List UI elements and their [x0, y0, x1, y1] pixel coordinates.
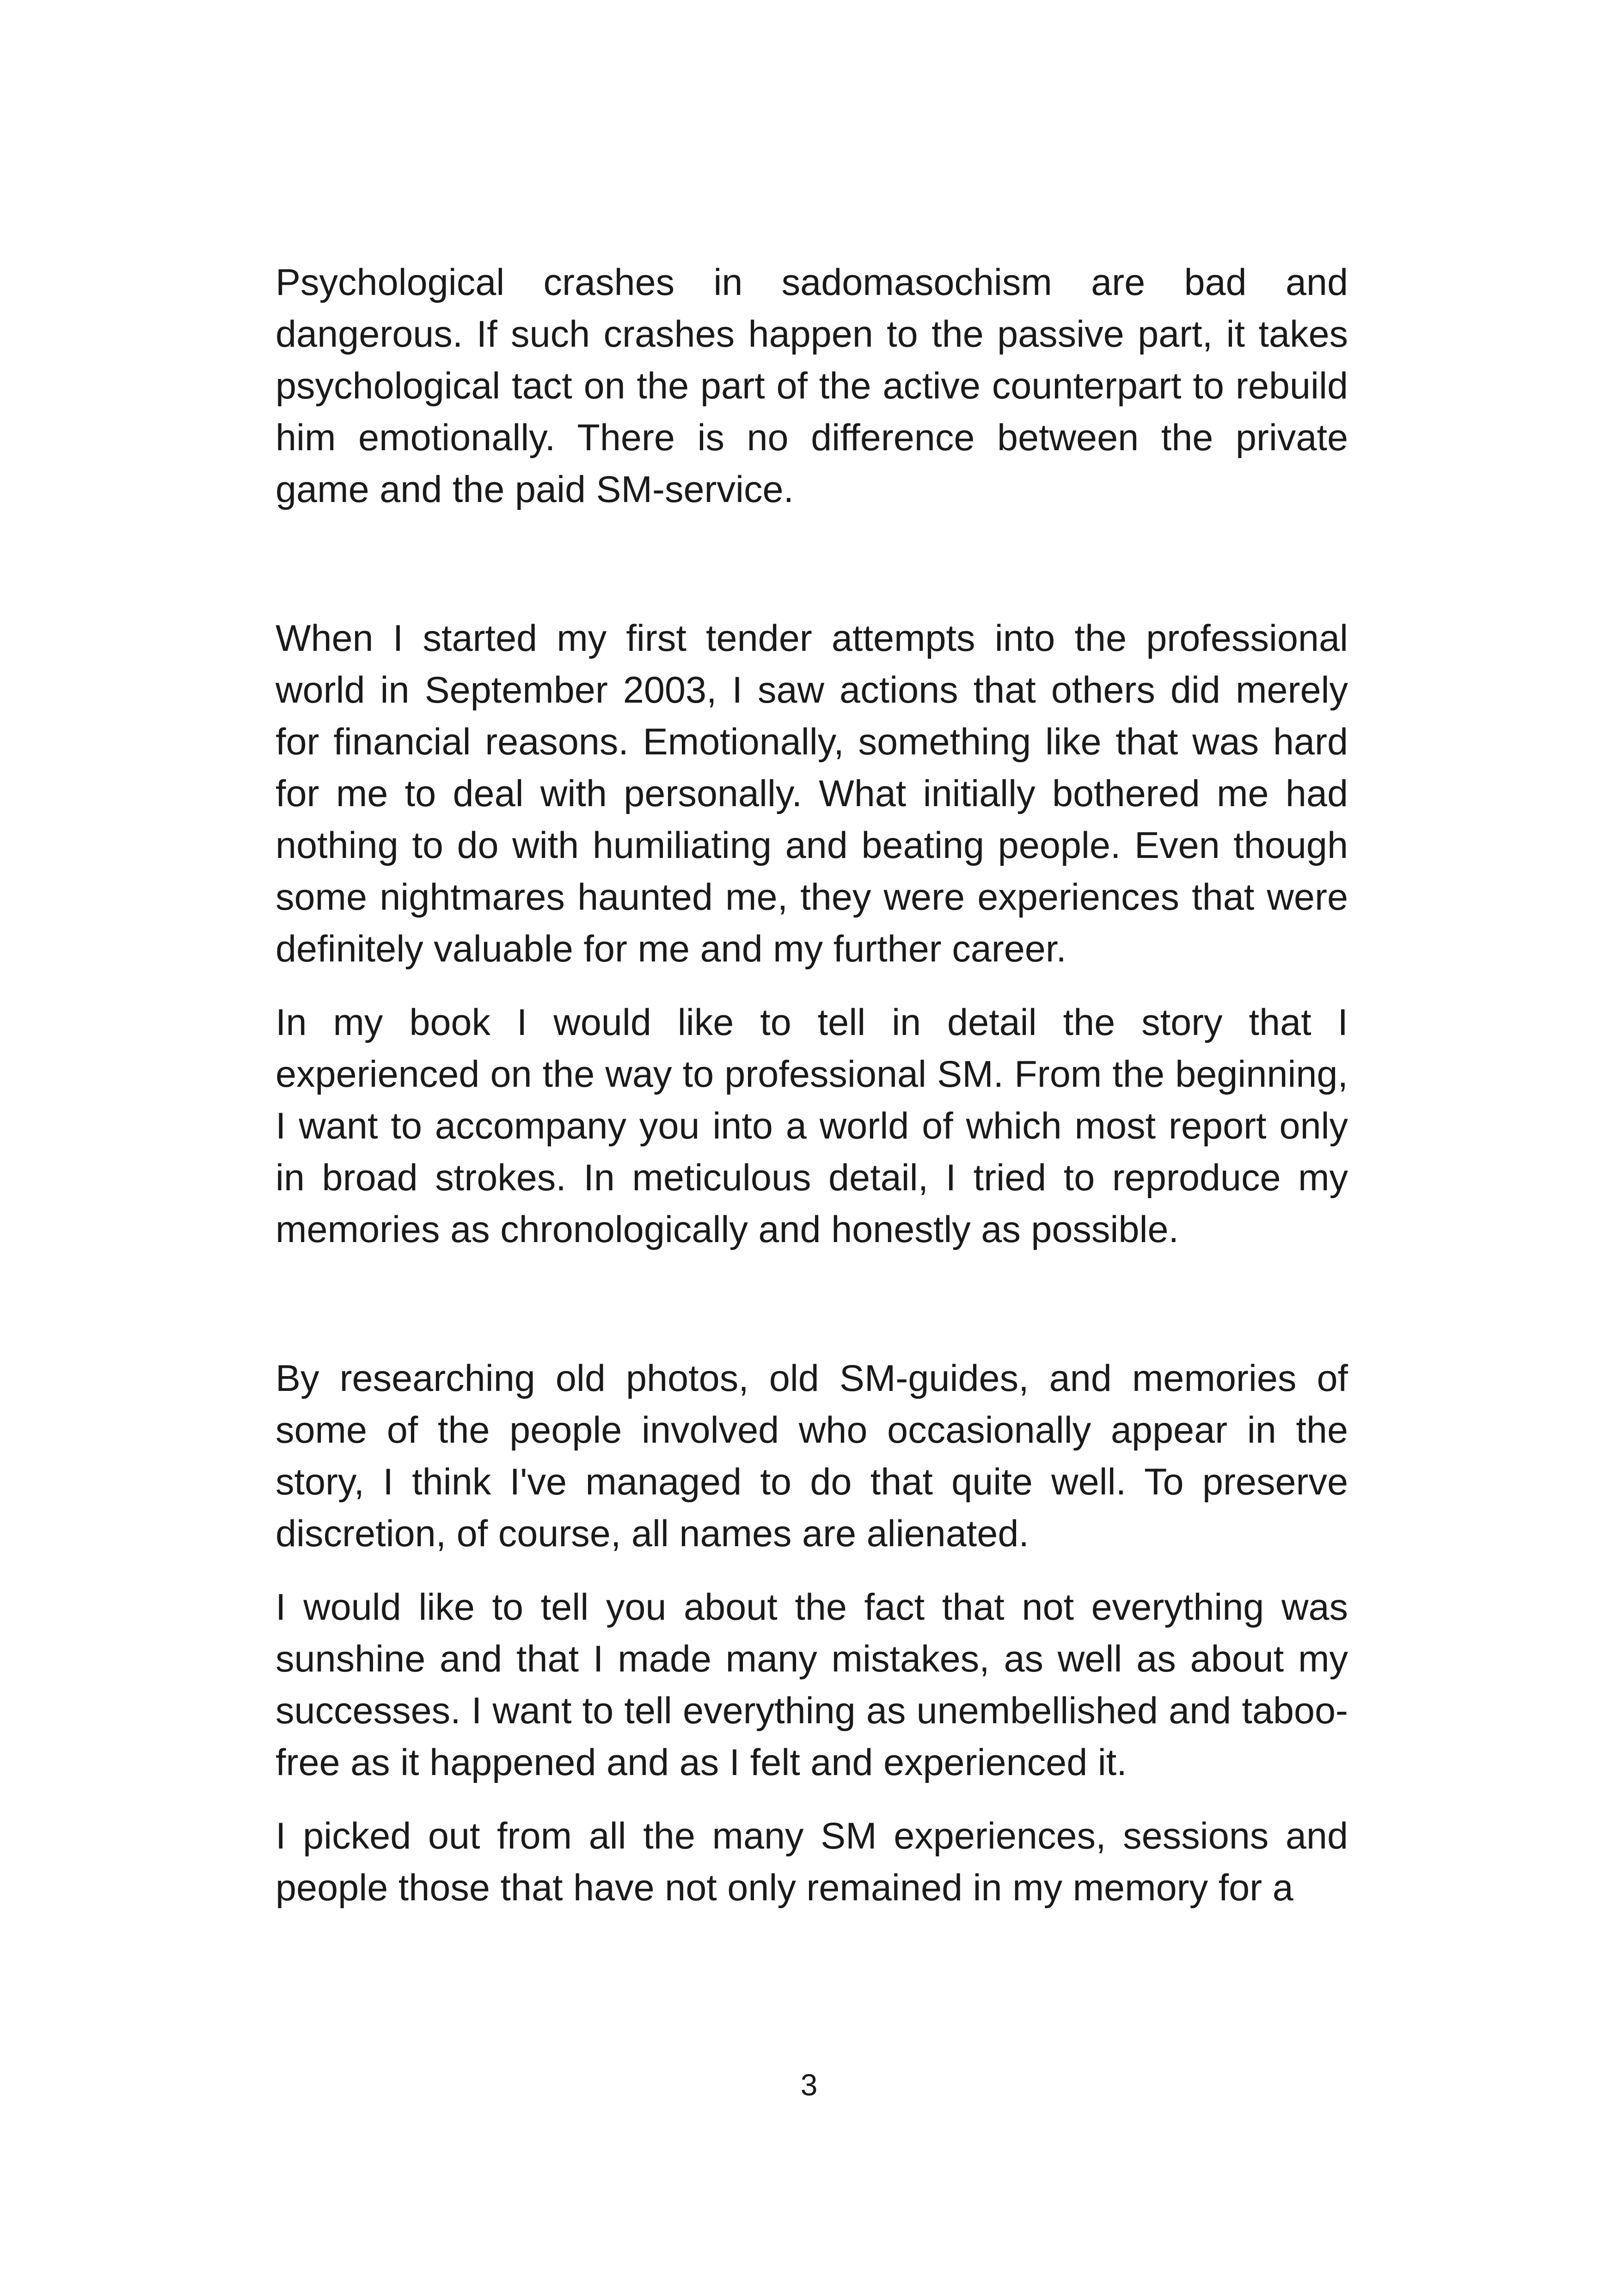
paragraph: Psychological crashes in sadomasochism are bad and dangerous. If such crashes happen to the passive part, it takes psychological tact on the part of the active counterpart to rebuild him emotionally. There is no difference between the private game and the paid SM-service.: [276, 262, 1348, 510]
paragraph: In my book I would like to tell in detail the story that I experienced on the way to professional SM. From the beginning, I want to accompany you into a world of which most report only in broad strokes. In meticulous detail, I tried to reproduce my memories as chronologically and honestly as possible.: [276, 1002, 1348, 1250]
paragraph: When I started my first tender attempts into the professional world in September 2003, I saw actions that others did merely for financial reasons. Emotionally, something like that was hard for me to deal with personally. What initially bothered me had nothing to do with humiliating and beating people. Even though some nightmares haunted me, they were experiences that were definitely valuable for me and my further career.: [276, 618, 1348, 970]
paragraph: I would like to tell you about the fact that not everything was sunshine and that I made many mistakes, as well as about my successes. I want to tell everything as unembellished and taboo-free as it happened and as I felt and experienced it.: [276, 1586, 1348, 1783]
body-text: [276, 257, 1348, 1935]
paragraph: I picked out from all the many SM experiences, sessions and people those that have not only remained in my memory for a: [276, 1815, 1348, 1909]
paragraph: By researching old photos, old SM-guides, and memories of some of the people involved who occasionally appear in the story, I think I've managed to do that quite well. To preserve discretion, of course, all names are alienated.: [276, 1358, 1348, 1555]
page-number: 3: [800, 2068, 818, 2102]
